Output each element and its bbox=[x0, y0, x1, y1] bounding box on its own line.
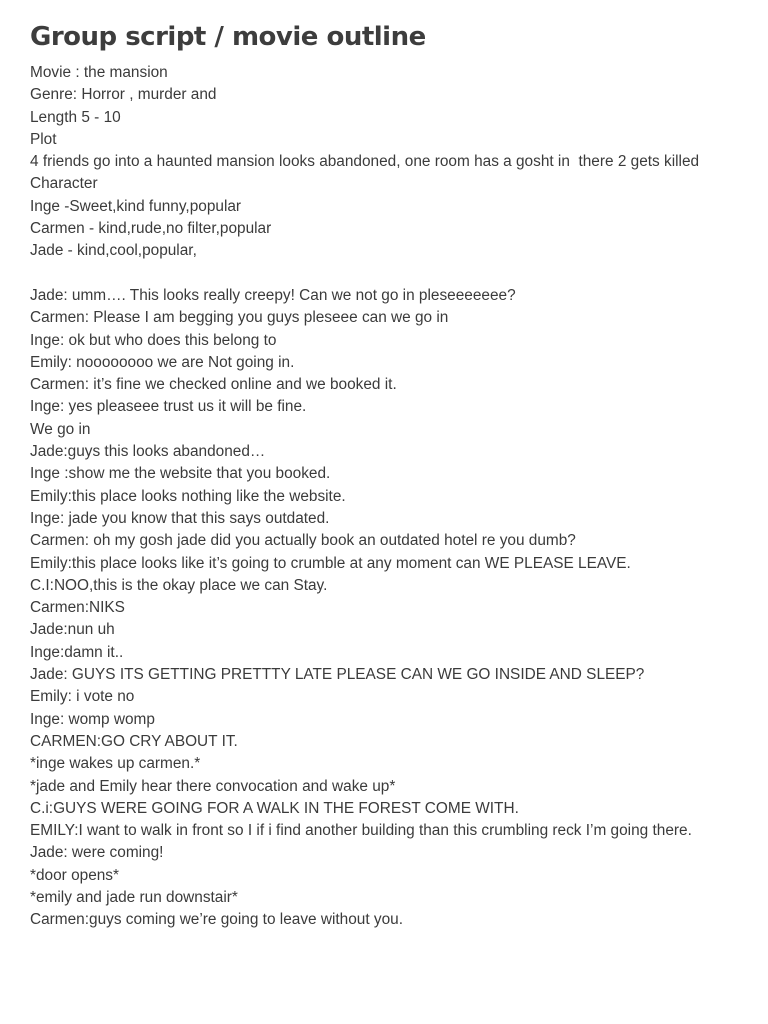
script-line[interactable]: C.I:NOO,this is the okay place we can Stay. bbox=[30, 576, 328, 594]
outline-section bbox=[30, 62, 750, 263]
script-line[interactable]: Carmen:guys coming we’re going to leave without you. bbox=[30, 911, 403, 929]
script-line[interactable]: We go in bbox=[30, 420, 91, 438]
note-document bbox=[30, 18, 750, 932]
script-line[interactable]: Emily:this place looks nothing like the website. bbox=[30, 487, 346, 505]
outline-line-genre[interactable]: Genre: Horror , murder and bbox=[30, 86, 217, 104]
script-line[interactable]: Carmen: Please I am begging you guys pleseee can we go in bbox=[30, 309, 449, 327]
script-line[interactable]: *emily and jade run downstair* bbox=[30, 888, 238, 906]
blank-line[interactable] bbox=[30, 263, 750, 285]
script-line[interactable]: C.i:GUYS WERE GOING FOR A WALK IN THE FOREST COME WITH. bbox=[30, 799, 519, 817]
script-line[interactable]: CARMEN:GO CRY ABOUT IT. bbox=[30, 732, 238, 750]
outline-line-character-inge[interactable]: Inge -Sweet,kind funny,popular bbox=[30, 197, 242, 215]
script-line[interactable]: Carmen: oh my gosh jade did you actually book an outdated hotel re you dumb? bbox=[30, 532, 576, 550]
script-line[interactable]: *door opens* bbox=[30, 866, 119, 884]
script-line[interactable]: *inge wakes up carmen.* bbox=[30, 755, 201, 773]
outline-line-character-carmen[interactable]: Carmen - kind,rude,no filter,popular bbox=[30, 220, 272, 238]
script-line[interactable]: Carmen:NIKS bbox=[30, 599, 125, 617]
script-line[interactable]: Inge: ok but who does this belong to bbox=[30, 331, 277, 349]
outline-line-character-jade[interactable]: Jade - kind,cool,popular, bbox=[30, 242, 197, 260]
outline-line-plot-heading[interactable]: Plot bbox=[30, 130, 57, 148]
script-line[interactable]: Inge: yes pleaseee trust us it will be fine. bbox=[30, 398, 307, 416]
script-line[interactable]: Jade: GUYS ITS GETTING PRETTTY LATE PLEASE CAN WE GO INSIDE AND SLEEP? bbox=[30, 666, 645, 684]
script-line[interactable]: Jade:guys this looks abandoned… bbox=[30, 443, 266, 461]
script-line[interactable]: Inge:damn it.. bbox=[30, 643, 124, 661]
script-line[interactable]: Jade: umm…. This looks really creepy! Can we not go in pleseeeeeee? bbox=[30, 286, 516, 304]
script-line[interactable]: Carmen: it’s fine we checked online and we booked it. bbox=[30, 376, 397, 394]
outline-line-character-heading[interactable]: Character bbox=[30, 175, 98, 193]
script-section bbox=[30, 285, 750, 932]
script-line[interactable]: Jade: were coming! bbox=[30, 844, 164, 862]
script-line[interactable]: Inge :show me the website that you booked. bbox=[30, 465, 331, 483]
script-line[interactable]: Inge: womp womp bbox=[30, 710, 155, 728]
script-line[interactable]: Jade:nun uh bbox=[30, 621, 115, 639]
outline-line-length[interactable]: Length 5 - 10 bbox=[30, 108, 121, 126]
script-line[interactable]: *jade and Emily hear there convocation and wake up* bbox=[30, 777, 396, 795]
script-line[interactable]: Inge: jade you know that this says outdated. bbox=[30, 509, 330, 527]
outline-line-movie[interactable]: Movie : the mansion bbox=[30, 64, 168, 81]
page-title[interactable]: Group script / movie outline bbox=[30, 22, 426, 52]
script-line[interactable]: Emily: noooooooo we are Not going in. bbox=[30, 353, 295, 371]
script-line[interactable]: Emily:this place looks like it’s going to crumble at any moment can WE PLEASE LEAVE. bbox=[30, 554, 631, 572]
script-line[interactable]: EMILY:I want to walk in front so I if i find another building than this crumbling reck I’m going there. bbox=[30, 822, 692, 840]
script-line[interactable]: Emily: i vote no bbox=[30, 688, 135, 706]
outline-line-plot-text[interactable]: 4 friends go into a haunted mansion looks abandoned, one room has a gosht in there 2 gets killed bbox=[30, 153, 700, 171]
